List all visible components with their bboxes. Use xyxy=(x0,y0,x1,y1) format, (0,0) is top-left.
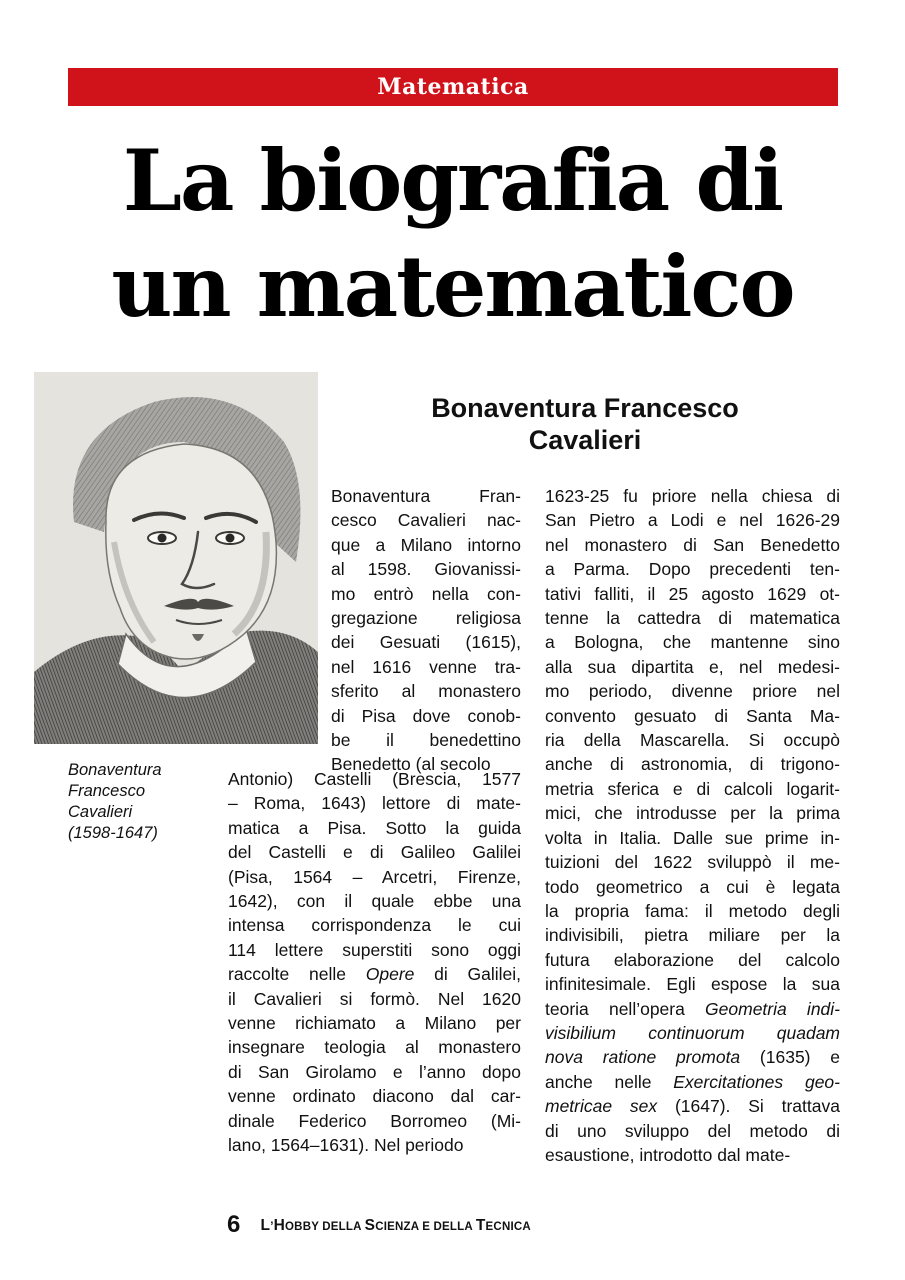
text-line: Bonaventura Fran- xyxy=(331,486,521,506)
text-line: alla sua dipartita e, nel medesi- xyxy=(545,656,840,677)
text-line: sferito al monastero xyxy=(331,681,521,702)
text-line: que a Milano intorno xyxy=(331,534,521,555)
caption-line: Cavalieri xyxy=(68,803,133,821)
text-line: dei Gesuati (1615), xyxy=(331,632,521,653)
text-line: 114 lettere superstiti sono oggi xyxy=(228,939,521,960)
text-line: nel monastero di San Benedetto xyxy=(545,534,840,555)
text-line: mici, che introdusse per la prima xyxy=(545,803,840,824)
subtitle-line-1: Bonaventura Francesco xyxy=(431,393,739,423)
text-line: nova ratione promota (1635) e xyxy=(545,1047,840,1068)
subtitle-line-2: Cavalieri xyxy=(528,425,642,455)
title-line-1: La biografia di xyxy=(122,131,783,230)
text-line: la propria fama: il metodo degli xyxy=(545,900,840,921)
text-line: a Parma. Dopo precedenti ten- xyxy=(545,559,840,580)
text-line: di Pisa dove conob- xyxy=(331,705,521,726)
text-line: venne richiamato a Milano per xyxy=(228,1013,521,1034)
text-line: cesco Cavalieri nac- xyxy=(331,510,521,531)
text-line: San Pietro a Lodi e nel 1626-29 xyxy=(545,510,840,531)
text-line: Antonio) Castelli (Brescia, 1577 xyxy=(228,769,521,789)
text-line: visibilium continuorum quadam xyxy=(545,1022,840,1043)
text-line: di San Girolamo e l’anno dopo xyxy=(228,1061,521,1082)
text-line: indivisibili, pietra miliare per la xyxy=(545,925,840,946)
text-line: be il benedettino xyxy=(331,730,521,751)
text-line: matica a Pisa. Sotto la guida xyxy=(228,817,521,838)
article-title xyxy=(40,128,865,340)
text-line: ria della Mascarella. Si occupò xyxy=(545,730,840,751)
text-line: il Cavalieri si formò. Nel 1620 xyxy=(228,988,521,1009)
caption-line: Francesco xyxy=(68,782,146,800)
text-line: al 1598. Giovanissi- xyxy=(331,559,521,580)
text-line: volta in Italia. Dalle sue prime in- xyxy=(545,827,840,848)
column-1-bottom xyxy=(228,767,521,1158)
text-line: 1642), con il quale ebbe una xyxy=(228,891,521,912)
text-line: venne ordinato diacono dal car- xyxy=(228,1086,521,1107)
text-line: todo geometrico a cui è legata xyxy=(545,876,840,897)
page-footer xyxy=(227,1212,531,1240)
text-line: a Bologna, che mantenne sino xyxy=(545,632,840,653)
text-line: esaustione, introdotto dal mate- xyxy=(545,1144,791,1165)
title-line-2: un matematico xyxy=(111,237,794,336)
text-line: 1623-25 fu priore nella chiesa di xyxy=(545,486,840,506)
text-line: metria sferica e di calcoli logarit- xyxy=(545,778,840,799)
section-header: Matematica xyxy=(68,68,838,106)
text-line: del Castelli e di Galileo Galilei xyxy=(228,842,521,863)
text-line: teoria nell’opera Geometria indi- xyxy=(545,998,840,1019)
column-2 xyxy=(545,484,840,1167)
text-line: dinale Federico Borromeo (Mi- xyxy=(228,1110,521,1131)
magazine-name: L’HOBBY DELLA SCIENZA E DELLA TECNICA xyxy=(260,1217,531,1234)
text-line: gregazione religiosa xyxy=(331,608,521,629)
text-line: tativi falliti, il 25 agosto 1629 ot- xyxy=(545,583,840,604)
text-line: mo entrò nella con- xyxy=(331,583,521,604)
text-line: intensa corrispondenza le cui xyxy=(228,915,521,936)
text-line: Benedetto (al secolo xyxy=(331,754,491,775)
text-line: metricae sex (1647). Si trattava xyxy=(545,1096,840,1117)
page-number: 6 xyxy=(227,1211,241,1238)
text-line: infinitesimale. Egli espose la sua xyxy=(545,974,840,995)
text-line: lano, 1564–1631). Nel periodo xyxy=(228,1135,464,1156)
text-line: nel 1616 venne tra- xyxy=(331,656,521,677)
text-line: raccolte nelle Opere di Galilei, xyxy=(228,964,521,985)
column-1-top xyxy=(331,484,521,777)
text-line: tenne la cattedra di matematica xyxy=(545,608,840,629)
text-line: anche di astronomia, di trigono- xyxy=(545,754,840,775)
caption-line: (1598-1647) xyxy=(68,824,158,842)
caption-line: Bonaventura xyxy=(68,761,162,779)
text-line: di uno sviluppo del metodo di xyxy=(545,1120,840,1141)
portrait-image xyxy=(34,372,318,744)
text-line: convento gesuato di Santa Ma- xyxy=(545,705,840,726)
portrait-caption xyxy=(68,760,208,844)
text-line: insegnare teologia al monastero xyxy=(228,1037,521,1058)
text-line: (Pisa, 1564 – Arcetri, Firenze, xyxy=(228,866,521,887)
article-subtitle xyxy=(370,392,800,456)
text-line: futura elaborazione del calcolo xyxy=(545,949,840,970)
text-line: tuizioni del 1622 sviluppò il me- xyxy=(545,852,840,873)
text-line: anche nelle Exercitationes geo- xyxy=(545,1071,840,1092)
text-line: mo periodo, divenne priore nel xyxy=(545,681,840,702)
text-line: – Roma, 1643) lettore di mate- xyxy=(228,793,521,814)
